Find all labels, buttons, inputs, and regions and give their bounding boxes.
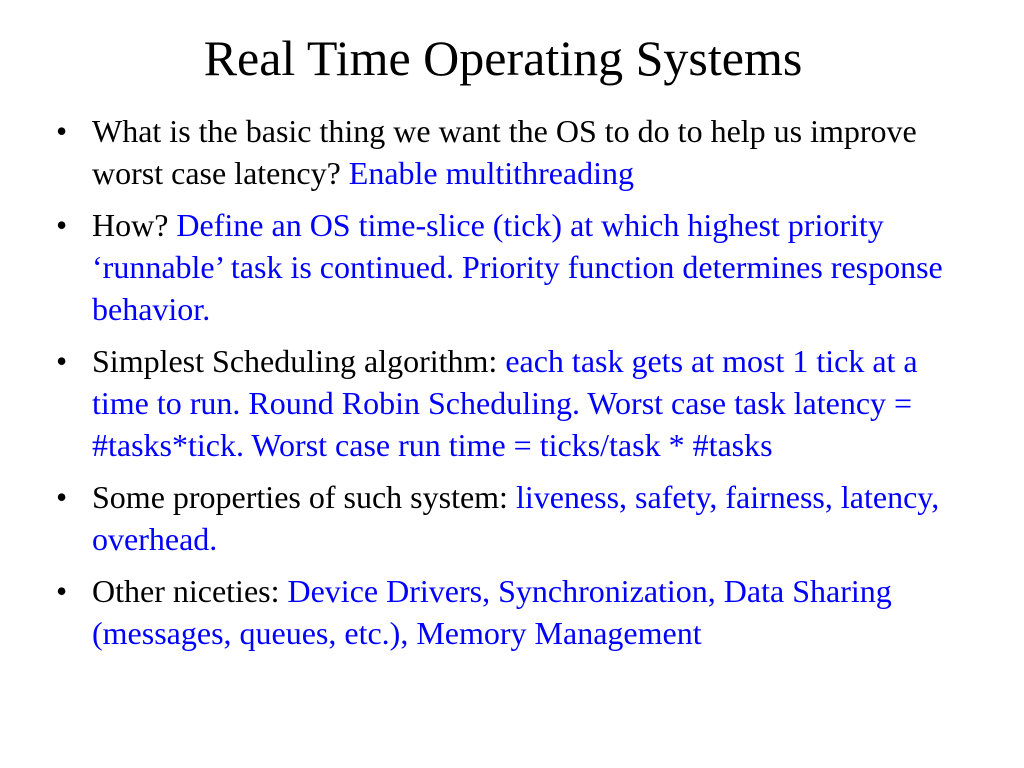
bullet-lead-text: Simplest Scheduling algorithm: [92, 343, 498, 379]
bullet-item-properties [56, 476, 976, 560]
bullet-answer-text: Device Drivers, Synchronization, Data Sharing (messages, queues, etc.), Memory Management [92, 573, 892, 651]
bullet-item-niceties [56, 570, 976, 654]
bullet-marker: • [56, 207, 68, 243]
bullet-answer-text: each task gets at most 1 tick at a time to run. Round Robin Scheduling. Worst case task latency = #tasks*tick. Worst case run time = ticks/task * #tasks [92, 343, 918, 463]
bullet-answer-text: Enable multithreading [348, 155, 635, 191]
bullet-marker: • [56, 343, 68, 379]
bullet-answer-text: liveness, safety, fairness, latency, overhead. [92, 479, 940, 557]
bullet-item-how [56, 204, 976, 330]
bullet-marker: • [56, 479, 68, 515]
bullet-lead-text: What is the basic thing we want the OS to do to help us improve worst case latency? [92, 113, 917, 191]
bullet-lead-text: Some properties of such system: [92, 479, 508, 515]
bullet-lead-text: How? [92, 207, 169, 243]
bullet-lead-text: Other niceties: [92, 573, 280, 609]
bullet-marker: • [56, 113, 68, 149]
bullet-answer-text: Define an OS time-slice (tick) at which highest priority ‘runnable’ task is continued. Priority function determines response behavior. [92, 207, 943, 327]
bullet-list [56, 110, 976, 664]
slide-title: Real Time Operating Systems [203, 30, 803, 86]
bullet-marker: • [56, 573, 68, 609]
bullet-item-multithreading [56, 110, 976, 194]
bullet-item-scheduling [56, 340, 976, 466]
